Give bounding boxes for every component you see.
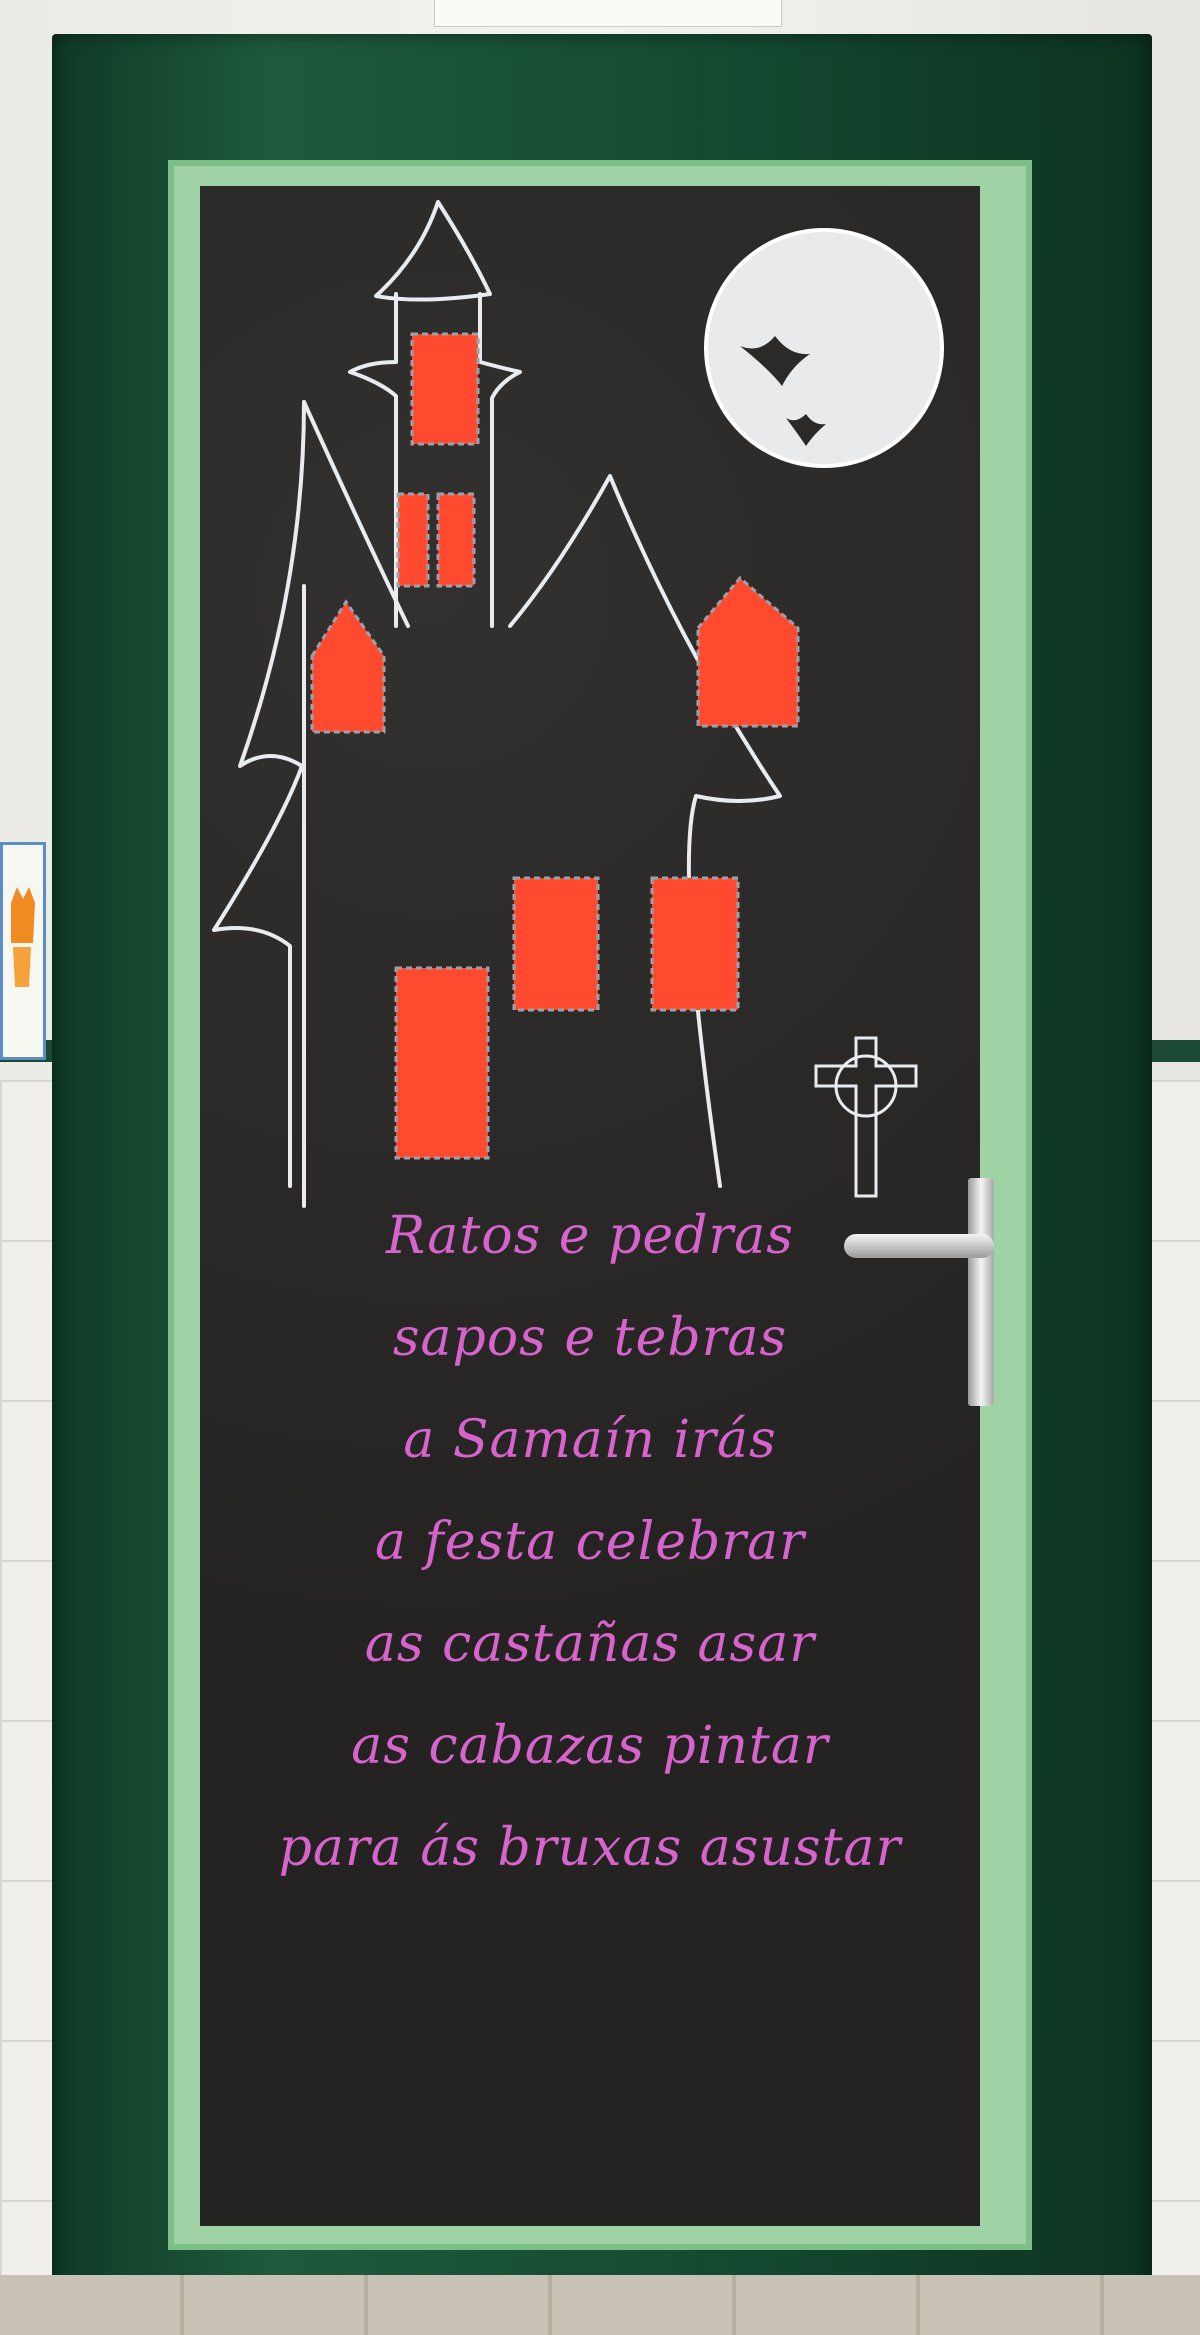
celtic-cross-icon — [816, 1038, 916, 1196]
window — [412, 334, 478, 444]
window — [514, 878, 598, 1010]
wall-sign — [0, 842, 46, 1060]
poster-edge — [434, 0, 782, 27]
cat-drawing-icon — [7, 883, 37, 993]
poem-line-1: Ratos e pedras — [386, 1206, 794, 1266]
haunted-house-drawing — [200, 186, 980, 1236]
wall-tiles-left — [0, 1080, 60, 2280]
poem-line-7: para ás bruxas asustar — [278, 1818, 902, 1878]
window — [652, 878, 738, 1010]
poem-line-6: as cabazas pintar — [351, 1716, 829, 1776]
house-windows — [312, 334, 798, 1158]
poem-line-4: a festa celebrar — [375, 1512, 805, 1572]
window — [438, 494, 474, 586]
door-handle-plate — [968, 1178, 994, 1406]
window — [398, 494, 428, 586]
moon-icon — [706, 230, 942, 466]
poem-line-2: sapos e tebras — [392, 1308, 788, 1368]
floor — [0, 2275, 1200, 2335]
poem — [200, 1185, 980, 1899]
poem-line-3: a Samaín irás — [403, 1410, 777, 1470]
window — [698, 578, 798, 726]
window — [312, 602, 384, 732]
door-handle[interactable] — [844, 1234, 994, 1258]
poem-line-5: as castañas asar — [364, 1614, 816, 1674]
door-window — [396, 968, 488, 1158]
house-outline — [214, 202, 780, 1206]
